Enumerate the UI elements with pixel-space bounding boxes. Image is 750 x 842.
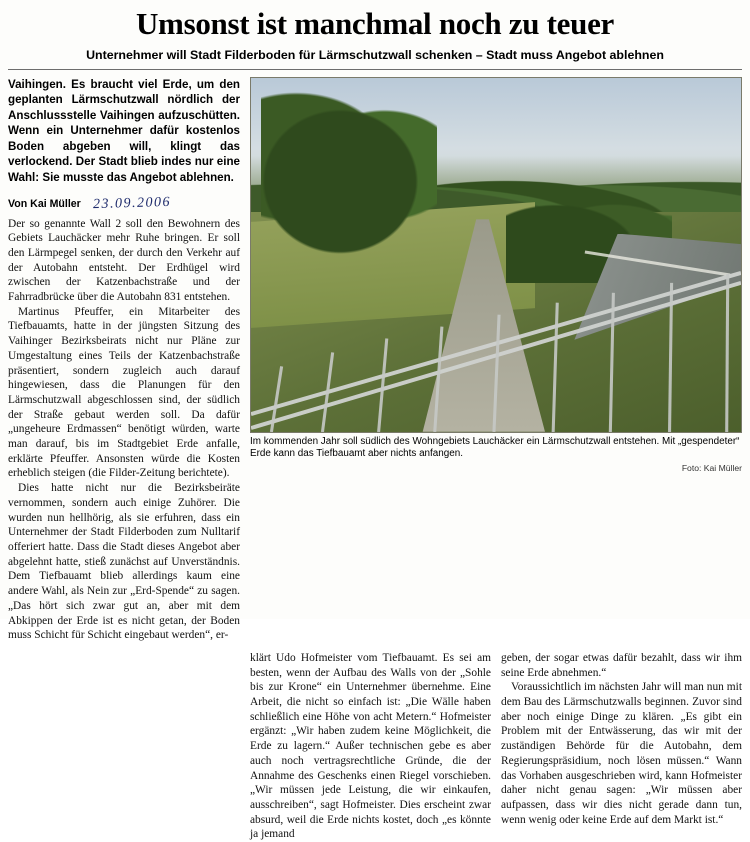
photo-column <box>250 77 742 473</box>
column-one-text <box>8 217 240 643</box>
article-photo <box>250 77 742 433</box>
paragraph: Martinus Pfeuffer, ein Mitarbeiter des Tiefbauamts, hatte in der jüngsten Sitzung des Vaihinger Bezirksbeirats nicht nur Pläne zur Umgestaltung eines Teils der Katzenbachstraße präsentiert, sondern zugleich auch darauf hingewiesen, dass die Planungen für den Lärmschutzwall abgeschlossen sind, der südlich der Straße gebaut werden soll. Da dafür „ungeheure Erdmassen“ benötigt würden, warte man darauf, bis im Stadtgebiet Erde anfalle, erklärte Pfeuffer. Ansonsten würde die Kosten erheblich steigen (die Filder-Zeitung berichtete). <box>8 305 240 480</box>
page-title: Umsonst ist manchmal noch zu teuer <box>135 6 615 41</box>
photo-credit: Foto: Kai Müller <box>681 463 742 474</box>
byline: Von Kai Müller <box>8 197 81 210</box>
photo-caption: Im kommenden Jahr soll südlich des Wohngebiets Lauchäcker ein Lärmschutzwall entstehen. Mit „gespendeter“ Erde kann das Tiefbauamt aber nichts anfangen. <box>250 435 740 460</box>
column-one-continued <box>8 651 240 842</box>
column-two-text <box>250 651 491 842</box>
paragraph: geben, der sogar etwas dafür bezahlt, dass wir ihm seine Erde abnehmen.“ <box>501 651 742 679</box>
lead-column <box>8 77 240 643</box>
upper-section <box>8 77 742 643</box>
paragraph: klärt Udo Hofmeister vom Tiefbauamt. Es sei am besten, wenn der Aufbau des Walls von der „Sohle bis zur Krone“ ein Unternehmer übernehme. Eine Arbeit, die nicht so einfach ist: „Die Wälle haben schließlich eine Höhe von acht Metern.“ Hofmeister ergänzt: „Wir haben zudem keine Möglichkeit, die Erde zu lagern.“ Außer technischen gebe es aber auch noch vertragsrechtliche Gründe, die der Annahme des Geschenks einen Riegel vorschieben. „Wir müssen jede Leistung, die wir einkaufen, ausschreiben“, sagt Hofmeister. Dies erscheint zwar absurd, weil die Erde nichts kostet, doch „es könnte ja jemand <box>250 651 491 841</box>
paragraph: Der so genannte Wall 2 soll den Bewohnern des Gebiets Lauchäcker mehr Ruhe bringen. Er soll den Lärmpegel senken, der durch den Verkehr auf der Autobahn entsteht. Der Erdhügel wird zwischen der Katzenbachstraße und der Fahrradbrücke über die Autobahn 831 entstehen. <box>8 217 240 304</box>
lead-paragraph <box>8 77 240 186</box>
handwritten-date: 23.09.2006 <box>92 194 171 212</box>
paragraph: Dies hatte nicht nur die Bezirksbeiräte vernommen, sondern auch einige Zuhörer. Die wurden nun hellhörig, als sie erfuhren, dass ein Unternehmer der Stadt Filderboden zum Nulltarif offeriert hatte. Dass die Stadt dieses Angebot aber abgelehnt hatte, stieß zunächst auf Unverständnis. Dem Tiefbauamt blieb allerdings kaum eine andere Wahl, als Nein zur „Erd-Spende“ zu sagen. „Das hört sich zwar gut an, aber mit dem Abkippen der Erde ist es nicht getan, der Boden muss Schicht für Schicht eingebaut werden“, er- <box>8 482 240 642</box>
byline-row <box>8 196 240 212</box>
dateline-place: Vaihingen. <box>8 77 66 91</box>
subheadline: Unternehmer will Stadt Filderboden für Lärmschutzwall schenken – Stadt muss Angebot ablehnen <box>86 47 664 62</box>
lead-text: Es braucht viel Erde, um den geplanten Lärmschutzwall nördlich der Anschlussstelle Vaihingen aufzuschütten. Wenn ein Unternehmer dafür kostenlos Boden abgeben will, klingt das verlockend. Der Stadt blieb indes nur eine Wahl: Sie musste das Angebot ablehnen. <box>8 77 240 184</box>
photo-large-tree <box>261 92 437 255</box>
paragraph: Voraussichtlich im nächsten Jahr will man nun mit dem Bau des Lärmschutzwalls beginnen. Zuvor sind aber noch einige Dinge zu klären. „Es gibt ein Problem mit der Entwässerung, das wir mit der zuständigen Behörde für die Autobahn, dem Regierungspräsidium, noch lösen müssen.“ Wann das Vorhaben ausgeschrieben wird, kann Hofmeister daher nicht genau sagen: „Wir müssen aber aufpassen, dass wir dies nicht gerade dann tun, wenn wenig oder keine Erde auf dem Markt ist.“ <box>501 681 742 826</box>
header-divider <box>8 69 742 70</box>
lower-columns <box>8 651 742 842</box>
column-three-text <box>501 651 742 842</box>
